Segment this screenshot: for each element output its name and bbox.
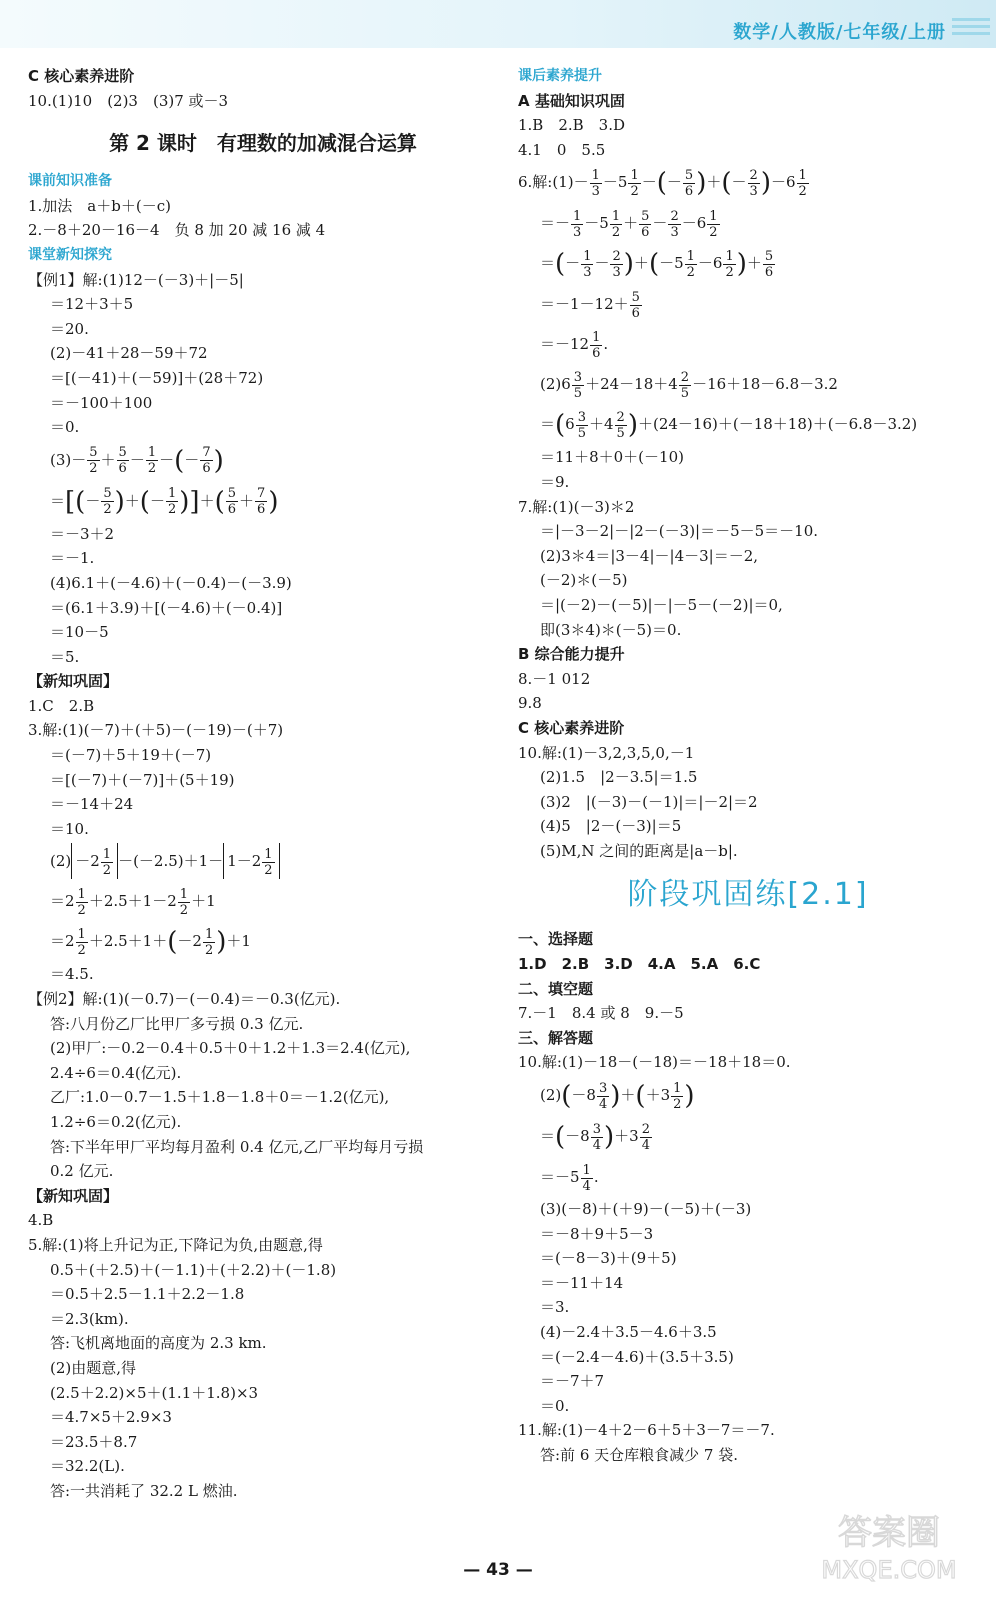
- solution-line: 0.5＋(＋2.5)＋(－1.1)＋(＋2.2)＋(－1.8): [50, 1260, 337, 1279]
- formula-line: ＝(6 $\frac{3}{5}$ ＋4 $\frac{2}{5}$ )＋(24－16)＋(－18＋18)＋(－6.8－3.2): [540, 409, 918, 441]
- answer-line: 8.－1 012: [518, 669, 591, 688]
- solution-line: (3)2 |(－3)－(－1)|＝|－2|＝2: [540, 792, 758, 811]
- section-a-basic: A 基础知识巩固: [518, 91, 625, 110]
- svg-text:答案圈: 答案圈: [838, 1513, 940, 1553]
- solution-line: ＝－7＋7: [540, 1372, 605, 1391]
- answer-line: 4.B: [28, 1211, 54, 1230]
- answer-line: 2.－8＋20－16－4 负 8 加 20 减 16 减 4: [28, 221, 326, 240]
- formula-line: (2)(－8 $\frac{3}{4}$ )＋(＋3 $\frac{1}{2}$ ): [540, 1080, 695, 1112]
- section-pre-class: 课前知识准备: [28, 173, 112, 190]
- formula-line: ＝(－ $\frac{1}{3}$ － $\frac{2}{3}$ )＋(－5 $\frac{1}{2}$ －6 $\frac{1}{2}$ )＋ $\frac{5}{6}$: [540, 248, 774, 280]
- solution-line: 2.4÷6＝0.4(亿元).: [50, 1063, 182, 1082]
- solution-line: ＝－100＋100: [50, 393, 153, 412]
- solution-line: ＝3.: [540, 1298, 570, 1317]
- answer-line: 1.C 2.B: [28, 696, 95, 715]
- answer-line: 1.D 2.B 3.D 4.A 5.A 6.C: [518, 955, 761, 974]
- solution-line: ＝0.5＋2.5－1.1＋2.2－1.8: [50, 1285, 245, 1304]
- solution-line: ＝[(－7)＋(－7)]＋(5＋19): [50, 770, 235, 789]
- header-title: 数学/人教版/七年级/上册: [733, 22, 946, 43]
- solution-line: ＝12＋3＋5: [50, 295, 134, 314]
- watermark-logo: [804, 1506, 974, 1586]
- solution-line: 0.2 亿元.: [50, 1162, 114, 1181]
- answer-line: 9.8: [518, 694, 542, 713]
- lesson-title: 第 2 课时 有理数的加减混合运算: [109, 131, 417, 156]
- solution-line: (5)M,N 之间的距离是|a－b|.: [540, 841, 738, 860]
- formula-line: ＝2 $\frac{1}{2}$ ＋2.5＋1＋(－2 $\frac{1}{2}$ )＋1: [50, 926, 251, 958]
- solution-line: ＝－8＋9＋5－3: [540, 1224, 654, 1243]
- section-b-comprehensive: B 综合能力提升: [518, 645, 625, 664]
- formula-line: ＝－12 $\frac{1}{6}$ .: [540, 329, 609, 361]
- solution-line: 1.2÷6＝0.2(亿元).: [50, 1113, 182, 1131]
- solution-line: (2)甲厂:－0.2－0.4＋0.5＋0＋1.2＋1.3＝2.4(亿元),: [50, 1039, 411, 1058]
- question-3-heading: 3.解:(1)(－7)＋(＋5)－(－19)－(＋7): [28, 721, 284, 740]
- solution-line: ＝(－2.4－4.6)＋(3.5＋3.5): [540, 1347, 734, 1366]
- solution-line: ＝－1.: [50, 549, 95, 568]
- header-bar: [0, 0, 996, 48]
- solution-line: ＝0.: [540, 1396, 570, 1415]
- example-2-heading: 【例2】解:(1)(－0.7)－(－0.4)＝－0.3(亿元).: [28, 990, 341, 1009]
- question-10-heading: 10.解:(1)－18－(－18)＝－18＋18＝0.: [518, 1053, 791, 1072]
- solution-line: (3)(－8)＋(＋9)－(－5)＋(－3): [540, 1200, 752, 1219]
- solution-line: ＝－11＋14: [540, 1273, 624, 1292]
- solution-line: ＝5.: [50, 647, 80, 666]
- formula-line: ＝(－8 $\frac{3}{4}$ )＋3 $\frac{2}{4}$: [540, 1121, 650, 1153]
- section-consolidate: 【新知巩固】: [28, 672, 119, 691]
- answer-line: 10.(1)10 (2)3 (3)7 或－3: [28, 91, 229, 110]
- header-decoration: [952, 18, 990, 39]
- left-column: [28, 64, 498, 1504]
- section-fill: 二、填空题: [518, 979, 594, 998]
- answer-line: 1.B 2.B 3.D: [518, 116, 626, 135]
- solution-line: ＝[(－41)＋(－59)]＋(28＋72): [50, 368, 264, 387]
- solution-line: (4)5 |2－(－3)|＝5: [540, 817, 682, 836]
- solution-line: ＝4.5.: [50, 965, 94, 984]
- solution-line: ＝0.: [50, 418, 80, 437]
- solution-line: 乙厂:1.0－0.7－1.5＋1.8－1.8＋0＝－1.2(亿元),: [50, 1088, 390, 1107]
- solution-line: ＝4.7×5＋2.9×3: [50, 1408, 172, 1427]
- formula-line: (3)－ $\frac{5}{2}$ ＋ $\frac{5}{6}$ － $\frac{1}{2}$ －(－ $\frac{7}{6}$ ): [50, 445, 224, 477]
- solution-line: (2)由题意,得: [50, 1358, 137, 1377]
- solution-line: ＝23.5＋8.7: [50, 1432, 138, 1451]
- solution-line: ＝10.: [50, 819, 89, 838]
- solution-line: (4)－2.4＋3.5－4.6＋3.5: [540, 1323, 717, 1341]
- answer-line: 7.－1 8.4 或 8 9.－5: [518, 1004, 684, 1023]
- example-1-heading: 【例1】解:(1)12－(－3)＋|－5|: [28, 270, 244, 289]
- formula-line: (2)6 $\frac{3}{5}$ ＋24－18＋4 $\frac{2}{5}$ －16＋18－6.8－3.2: [540, 369, 838, 401]
- solution-line: ＝11＋8＋0＋(－10): [540, 448, 684, 467]
- solution-line: (2)－41＋28－59＋72: [50, 344, 208, 363]
- solution-line: ＝2.3(km).: [50, 1309, 129, 1328]
- formula-line: ＝－5 $\frac{1}{4}$ .: [540, 1162, 599, 1194]
- solution-line: 答:飞机离地面的高度为 2.3 km.: [50, 1334, 267, 1353]
- page-number: — 43 —: [463, 1560, 533, 1580]
- solution-line: (4)6.1＋(－4.6)＋(－0.4)－(－3.9): [50, 573, 292, 592]
- question-5-heading: 5.解:(1)将上升记为正,下降记为负,由题意,得: [28, 1235, 323, 1254]
- solution-line: ＝9.: [540, 472, 570, 491]
- answer-line: 1.加法 a＋b＋(－c): [28, 196, 171, 215]
- formula-text: ＝－1－12＋: [540, 295, 629, 314]
- formula-line: ＝2 $\frac{1}{2}$ ＋2.5＋1－2 $\frac{1}{2}$ ＋1: [50, 886, 216, 918]
- solution-line: (2)3＊4＝|3－4|－|4－3|＝－2,: [540, 546, 759, 565]
- solution-line: ＝20.: [50, 319, 89, 338]
- solution-line: 答:八月份乙厂比甲厂多亏损 0.3 亿元.: [50, 1014, 304, 1033]
- solution-line: ＝(6.1＋3.9)＋[(－4.6)＋(－0.4)]: [50, 598, 283, 617]
- solution-line: (－2)＊(－5): [540, 571, 628, 590]
- solution-line: ＝(－7)＋5＋19＋(－7): [50, 746, 212, 765]
- section-after-class: 课后素养提升: [518, 68, 602, 84]
- solution-line: (2.5＋2.2)×5＋(1.1＋1.8)×3: [50, 1383, 259, 1402]
- solution-line: ＝|－3－2|－|2－(－3)|＝－5－5＝－10.: [540, 522, 819, 541]
- solution-line: ＝|(－2)－(－5)|－|－5－(－2)|＝0,: [540, 595, 783, 614]
- formula-line: ＝－ $\frac{1}{3}$ －5 $\frac{1}{2}$ ＋ $\frac{5}{6}$ － $\frac{2}{3}$ －6 $\frac{1}{2}$: [540, 208, 718, 240]
- section-c-core: C 核心素养进阶: [28, 67, 135, 85]
- solution-line: ＝(－8－3)＋(9＋5): [540, 1249, 677, 1268]
- section-explore: 课堂新知探究: [28, 246, 112, 263]
- section-c-core: C 核心素养进阶: [518, 718, 625, 737]
- solution-line: 答:前 6 天仓库粮食减少 7 袋.: [540, 1445, 738, 1464]
- solution-line: 答:下半年甲厂平均每月盈利 0.4 亿元,乙厂平均每月亏损: [50, 1137, 424, 1156]
- formula-line: 6.解:(1)－ $\frac{1}{3}$ －5 $\frac{1}{2}$ －(－ $\frac{5}{6}$ )＋(－ $\frac{2}{3}$ )－6 $\frac{1}{2}$: [518, 167, 807, 199]
- section-consolidate: 【新知巩固】: [28, 1186, 119, 1205]
- question-7-heading: 7.解:(1)(－3)＊2: [518, 497, 635, 516]
- formula-line: ＝[(－ $\frac{5}{2}$ )＋(－ $\frac{1}{2}$ )]＋( $\frac{5}{6}$ ＋ $\frac{7}{6}$ ): [50, 486, 279, 518]
- solution-line: ＝32.2(L).: [50, 1457, 125, 1476]
- solution-line: 即(3＊4)＊(－5)＝0.: [540, 620, 682, 639]
- solution-line: (2)1.5 |2－3.5|＝1.5: [540, 768, 698, 787]
- section-solve: 三、解答题: [518, 1028, 594, 1047]
- solution-line: 答:一共消耗了 32.2 L 燃油.: [50, 1481, 238, 1500]
- solution-line: ＝－3＋2: [50, 524, 115, 543]
- question-10-heading: 10.解:(1)－3,2,3,5,0,－1: [518, 743, 695, 762]
- stage-title: 阶段巩固练[2.1]: [627, 877, 869, 913]
- answer-line: 4.1 0 5.5: [518, 140, 606, 159]
- question-11-heading: 11.解:(1)－4＋2－6＋5＋3－7＝－7.: [518, 1421, 775, 1440]
- formula-line: ＝－1－12＋ $\frac{5}{6}$: [540, 289, 640, 321]
- svg-text:MXQE.COM: MXQE.COM: [821, 1556, 957, 1584]
- right-column: [518, 64, 978, 1468]
- solution-line: ＝－14＋24: [50, 795, 134, 814]
- section-choice: 一、选择题: [518, 930, 594, 949]
- formula-line: (2) －2 $\frac{1}{2}$ －(－2.5)＋1－ 1－2 $\frac{1}{2}$: [28, 841, 498, 881]
- solution-line: ＝10－5: [50, 623, 109, 642]
